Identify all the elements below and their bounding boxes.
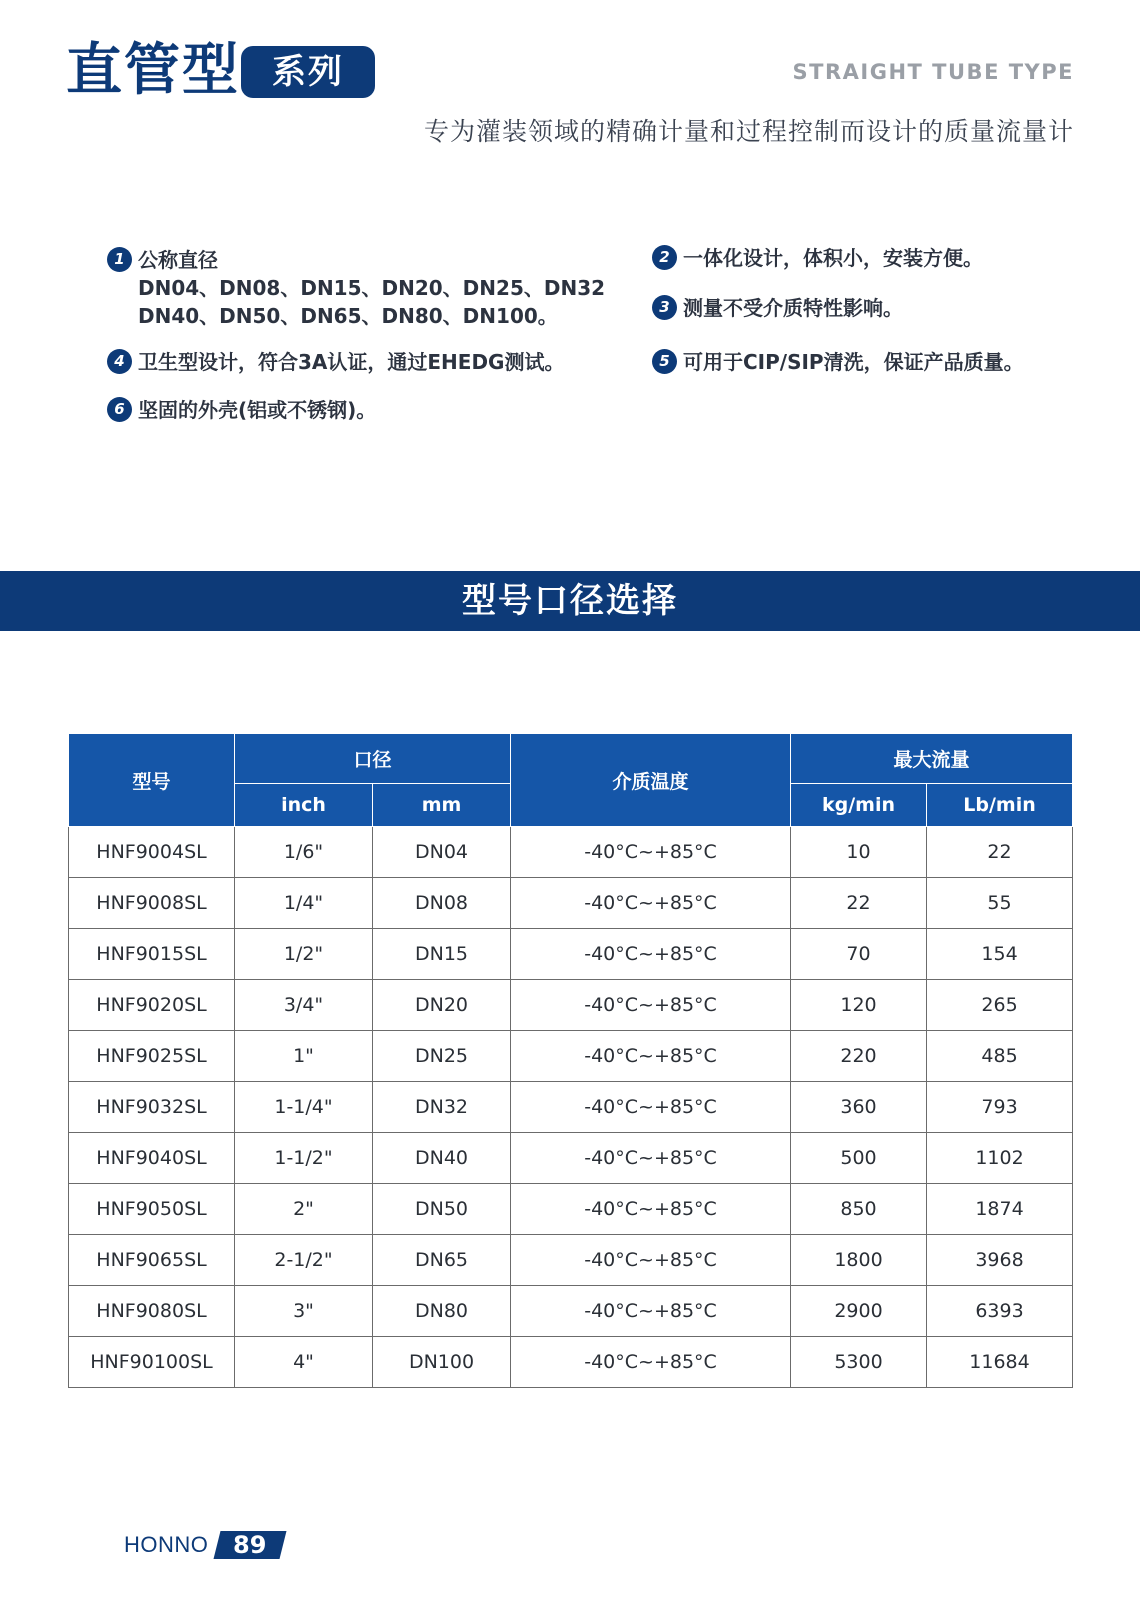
table-row bbox=[69, 1235, 1073, 1286]
cell-model: HNF9080SL bbox=[69, 1286, 235, 1337]
section-title: 型号口径选择 bbox=[462, 581, 678, 621]
feature-4-text: 卫生型设计，符合3A认证，通过EHEDG测试。 bbox=[138, 350, 565, 374]
number-3-icon: 3 bbox=[652, 295, 677, 320]
cell-lb-min: 11684 bbox=[927, 1337, 1073, 1388]
cell-lb-min: 22 bbox=[927, 827, 1073, 878]
cell-kg-min: 360 bbox=[791, 1082, 927, 1133]
header-max-flow: 最大流量 bbox=[791, 734, 1073, 784]
cell-kg-min: 70 bbox=[791, 929, 927, 980]
header-mm: mm bbox=[373, 784, 511, 827]
cell-temperature: -40°C~+85°C bbox=[511, 1031, 791, 1082]
cell-inch: 3/4" bbox=[235, 980, 373, 1031]
cell-kg-min: 1800 bbox=[791, 1235, 927, 1286]
cell-kg-min: 2900 bbox=[791, 1286, 927, 1337]
cell-lb-min: 265 bbox=[927, 980, 1073, 1031]
header-caliber: 口径 bbox=[235, 734, 511, 784]
cell-model: HNF9032SL bbox=[69, 1082, 235, 1133]
cell-lb-min: 1102 bbox=[927, 1133, 1073, 1184]
cell-temperature: -40°C~+85°C bbox=[511, 929, 791, 980]
cell-model: HNF9015SL bbox=[69, 929, 235, 980]
cell-inch: 1/6" bbox=[235, 827, 373, 878]
cell-model: HNF9008SL bbox=[69, 878, 235, 929]
number-2-icon: 2 bbox=[652, 245, 677, 270]
cell-mm: DN08 bbox=[373, 878, 511, 929]
feature-5 bbox=[652, 348, 1024, 376]
cell-model: HNF9040SL bbox=[69, 1133, 235, 1184]
header-lb-min: Lb/min bbox=[927, 784, 1073, 827]
cell-mm: DN50 bbox=[373, 1184, 511, 1235]
cell-mm: DN40 bbox=[373, 1133, 511, 1184]
table-row bbox=[69, 1337, 1073, 1388]
header-inch: inch bbox=[235, 784, 373, 827]
cell-temperature: -40°C~+85°C bbox=[511, 1184, 791, 1235]
cell-lb-min: 55 bbox=[927, 878, 1073, 929]
cell-model: HNF9025SL bbox=[69, 1031, 235, 1082]
table-row bbox=[69, 1082, 1073, 1133]
number-6-icon: 6 bbox=[107, 397, 132, 422]
feature-6-text: 坚固的外壳(铝或不锈钢)。 bbox=[138, 398, 377, 422]
number-5-icon: 5 bbox=[652, 349, 677, 374]
cell-model: HNF9050SL bbox=[69, 1184, 235, 1235]
cell-model: HNF90100SL bbox=[69, 1337, 235, 1388]
feature-6 bbox=[107, 396, 376, 424]
feature-1-line-2: DN04、DN08、DN15、DN20、DN25、DN32 bbox=[138, 276, 606, 300]
cell-inch: 2-1/2" bbox=[235, 1235, 373, 1286]
table-row bbox=[69, 980, 1073, 1031]
cell-lb-min: 154 bbox=[927, 929, 1073, 980]
feature-3 bbox=[652, 294, 903, 322]
cell-inch: 3" bbox=[235, 1286, 373, 1337]
table-row bbox=[69, 878, 1073, 929]
english-title: STRAIGHT TUBE TYPE bbox=[792, 60, 1074, 84]
table-row bbox=[69, 1184, 1073, 1235]
cell-temperature: -40°C~+85°C bbox=[511, 1337, 791, 1388]
feature-5-text: 可用于CIP/SIP清洗，保证产品质量。 bbox=[683, 350, 1024, 374]
cell-mm: DN15 bbox=[373, 929, 511, 980]
cell-lb-min: 3968 bbox=[927, 1235, 1073, 1286]
cell-lb-min: 793 bbox=[927, 1082, 1073, 1133]
cell-temperature: -40°C~+85°C bbox=[511, 878, 791, 929]
number-4-icon: 4 bbox=[107, 349, 132, 374]
table-row bbox=[69, 1133, 1073, 1184]
feature-3-text: 测量不受介质特性影响。 bbox=[683, 296, 903, 320]
cell-kg-min: 850 bbox=[791, 1184, 927, 1235]
cell-temperature: -40°C~+85°C bbox=[511, 1235, 791, 1286]
table-row bbox=[69, 1031, 1073, 1082]
cell-kg-min: 22 bbox=[791, 878, 927, 929]
cell-kg-min: 10 bbox=[791, 827, 927, 878]
page-number bbox=[214, 1531, 287, 1559]
feature-1 bbox=[107, 246, 605, 330]
feature-4 bbox=[107, 348, 564, 376]
cell-inch: 4" bbox=[235, 1337, 373, 1388]
cell-temperature: -40°C~+85°C bbox=[511, 827, 791, 878]
series-badge: 系列 bbox=[241, 46, 375, 98]
cell-temperature: -40°C~+85°C bbox=[511, 1133, 791, 1184]
cell-kg-min: 5300 bbox=[791, 1337, 927, 1388]
cell-model: HNF9020SL bbox=[69, 980, 235, 1031]
cell-lb-min: 485 bbox=[927, 1031, 1073, 1082]
cell-model: HNF9065SL bbox=[69, 1235, 235, 1286]
cell-lb-min: 1874 bbox=[927, 1184, 1073, 1235]
cell-mm: DN100 bbox=[373, 1337, 511, 1388]
cell-inch: 1/4" bbox=[235, 878, 373, 929]
cell-mm: DN32 bbox=[373, 1082, 511, 1133]
page-title: 直管型 bbox=[66, 38, 240, 103]
cell-mm: DN04 bbox=[373, 827, 511, 878]
table-row bbox=[69, 929, 1073, 980]
page-number-text: 89 bbox=[233, 1531, 267, 1559]
cell-temperature: -40°C~+85°C bbox=[511, 1286, 791, 1337]
cell-mm: DN80 bbox=[373, 1286, 511, 1337]
cell-temperature: -40°C~+85°C bbox=[511, 1082, 791, 1133]
table-row bbox=[69, 1286, 1073, 1337]
cell-inch: 1-1/4" bbox=[235, 1082, 373, 1133]
header-kg-min: kg/min bbox=[791, 784, 927, 827]
cell-kg-min: 500 bbox=[791, 1133, 927, 1184]
feature-1-line-1: 公称直径 bbox=[138, 248, 218, 272]
cell-inch: 2" bbox=[235, 1184, 373, 1235]
cell-mm: DN25 bbox=[373, 1031, 511, 1082]
brand-logo: HONNO bbox=[124, 1532, 209, 1557]
model-spec-table bbox=[68, 733, 1073, 1388]
feature-2 bbox=[652, 244, 983, 272]
feature-1-line-3: DN40、DN50、DN65、DN80、DN100。 bbox=[138, 304, 558, 328]
page-subtitle: 专为灌装领域的精确计量和过程控制而设计的质量流量计 bbox=[423, 117, 1074, 146]
cell-kg-min: 220 bbox=[791, 1031, 927, 1082]
header-temperature: 介质温度 bbox=[511, 734, 791, 827]
cell-temperature: -40°C~+85°C bbox=[511, 980, 791, 1031]
cell-inch: 1" bbox=[235, 1031, 373, 1082]
cell-mm: DN20 bbox=[373, 980, 511, 1031]
cell-model: HNF9004SL bbox=[69, 827, 235, 878]
feature-2-text: 一体化设计，体积小，安装方便。 bbox=[683, 246, 983, 270]
cell-lb-min: 6393 bbox=[927, 1286, 1073, 1337]
table-row bbox=[69, 827, 1073, 878]
header-model: 型号 bbox=[69, 734, 235, 827]
number-1-icon: 1 bbox=[107, 247, 132, 272]
cell-mm: DN65 bbox=[373, 1235, 511, 1286]
cell-kg-min: 120 bbox=[791, 980, 927, 1031]
cell-inch: 1-1/2" bbox=[235, 1133, 373, 1184]
cell-inch: 1/2" bbox=[235, 929, 373, 980]
